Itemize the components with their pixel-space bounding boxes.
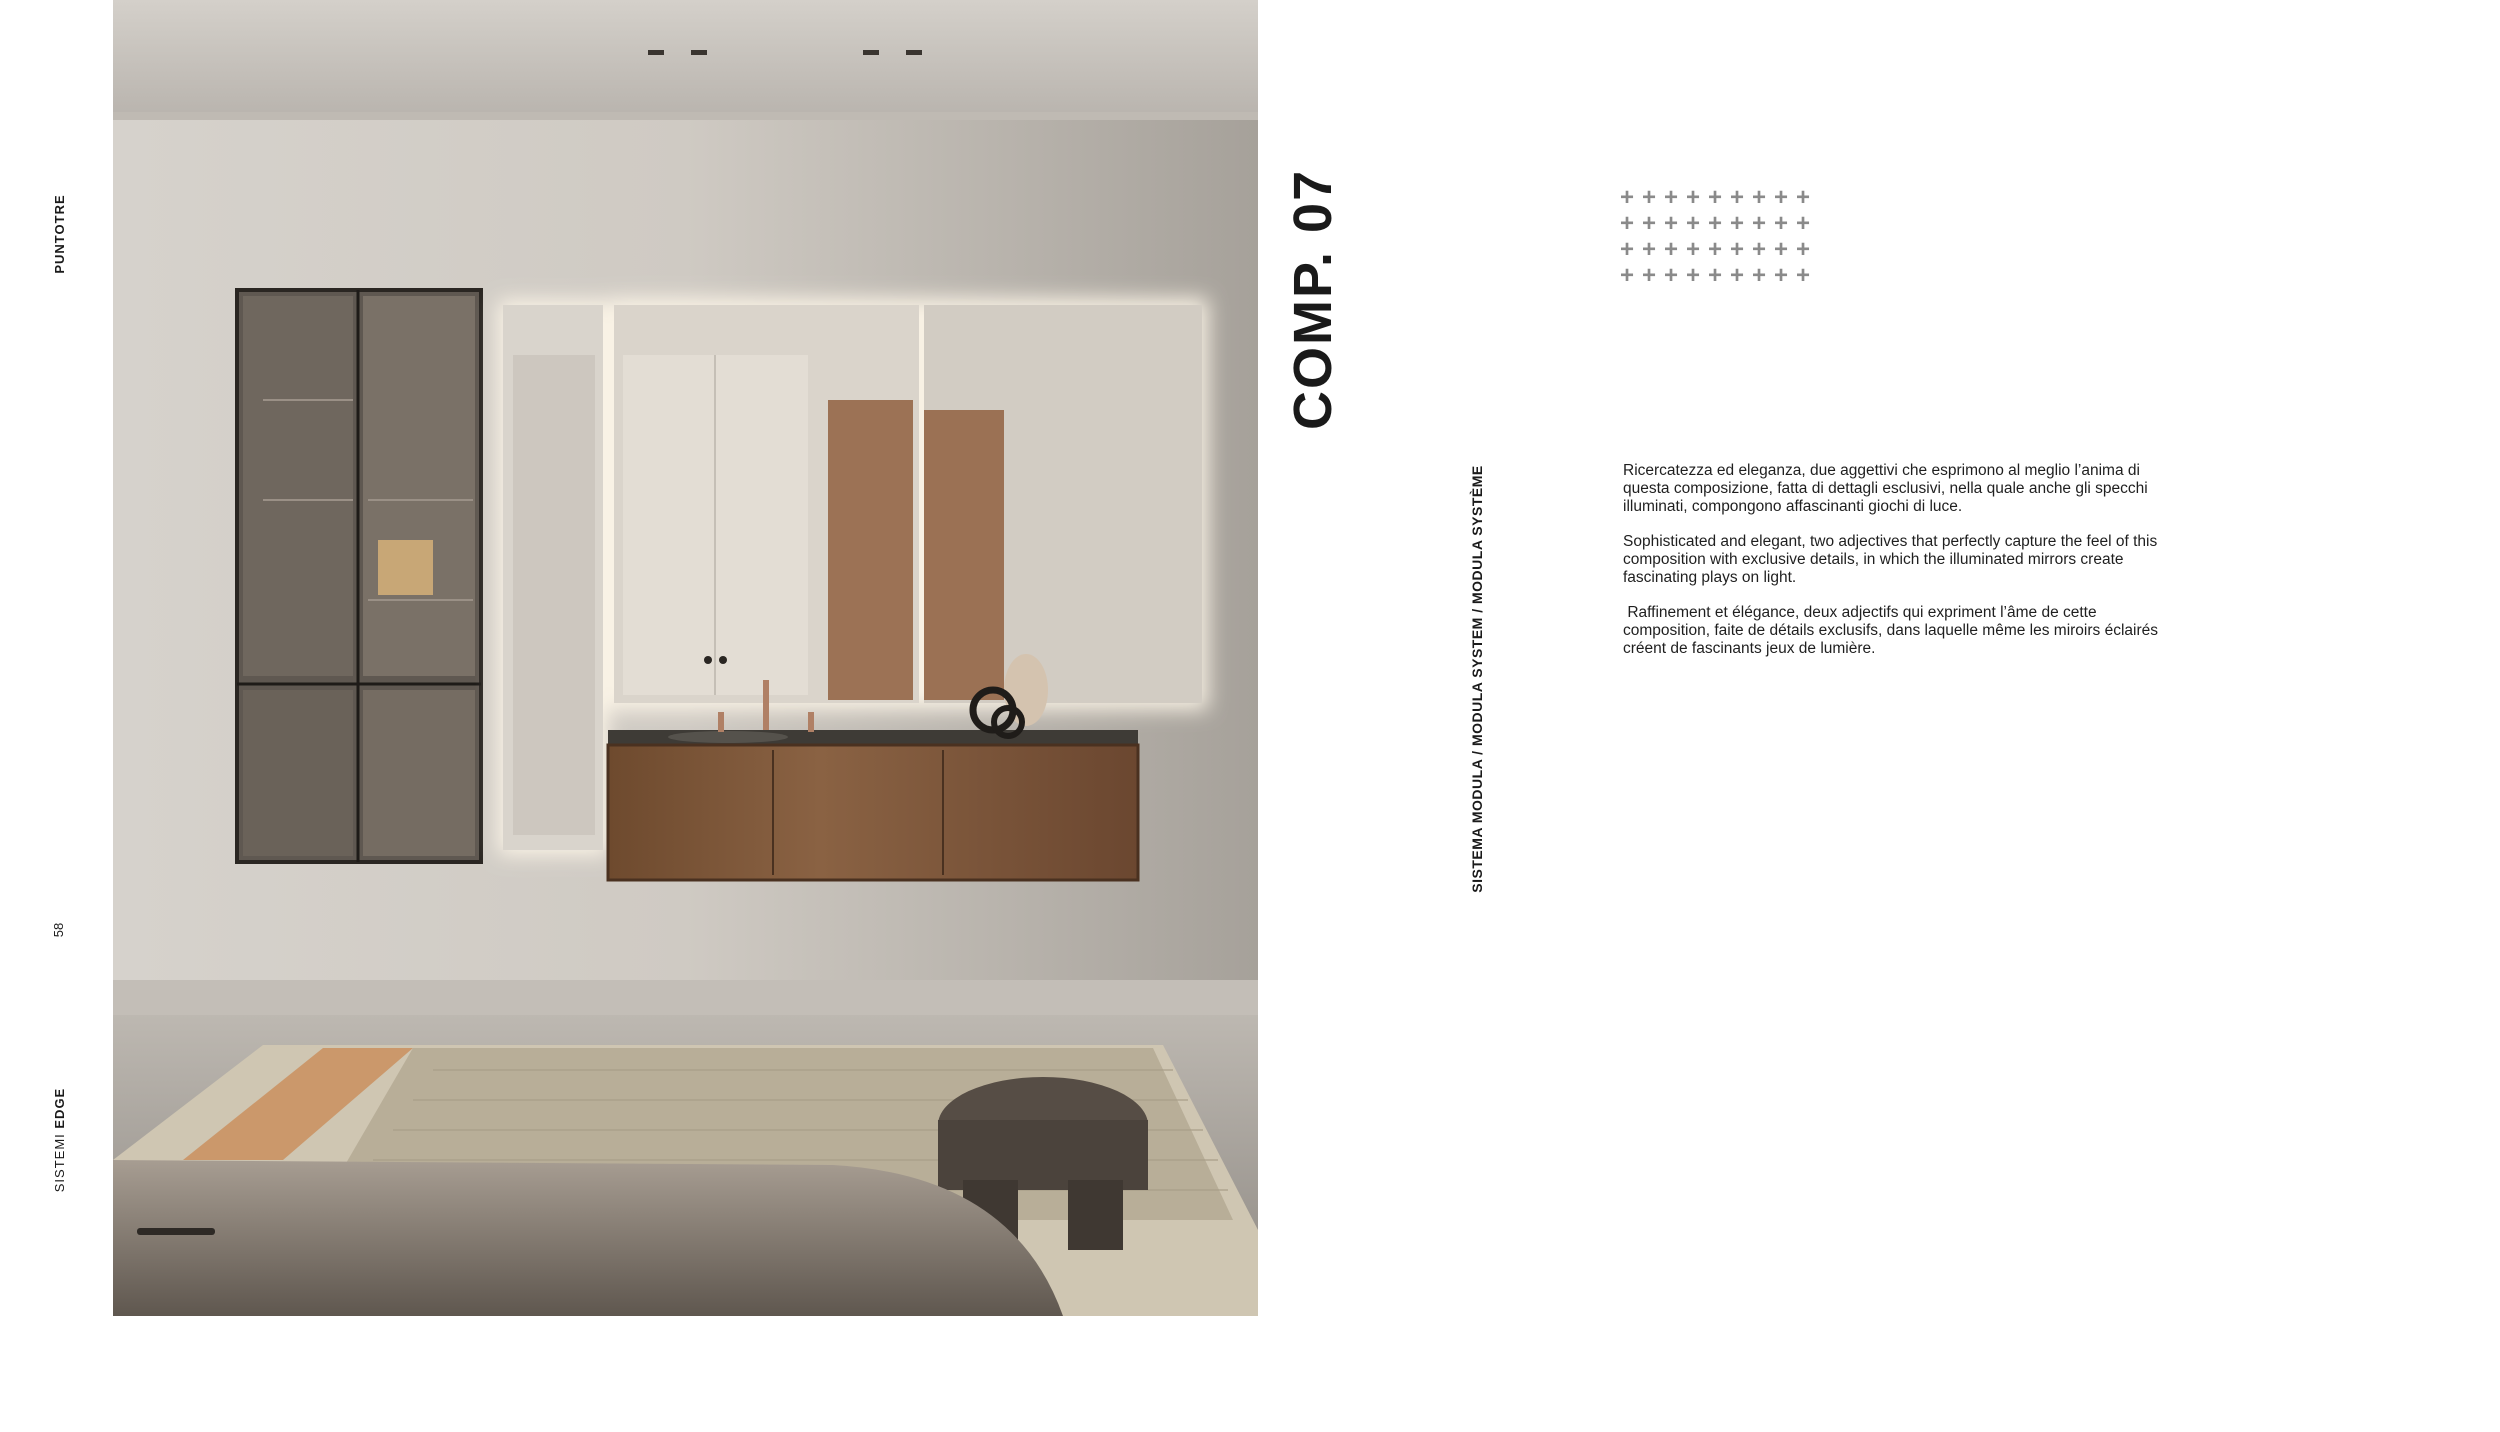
plus-icon: +	[1729, 184, 1744, 211]
description-italian: Ricercatezza ed eleganza, due aggettivi che esprimono al meglio l’anima di questa composizione, fatta di dettagli esclusivi, nella quale anche gli specchi illuminati, compongono affascinanti giochi di luce.	[1623, 462, 2148, 515]
plus-icon: +	[1663, 262, 1678, 289]
description-block	[1623, 462, 2183, 675]
plus-icon: +	[1795, 262, 1810, 289]
plus-icon: +	[1685, 236, 1700, 263]
plus-icon: +	[1707, 236, 1722, 263]
plus-icon: +	[1641, 262, 1656, 289]
bathroom-photo	[113, 0, 1258, 1316]
series-label	[50, 1078, 70, 1202]
plus-icon: +	[1663, 236, 1678, 263]
series-prefix: SISTEMI	[52, 1133, 67, 1193]
plus-icon: +	[1641, 210, 1656, 237]
brand-name: PUNTOTRE	[52, 194, 67, 274]
plus-icon: +	[1663, 210, 1678, 237]
plus-icon: +	[1619, 236, 1634, 263]
plus-icon: +	[1751, 236, 1766, 263]
plus-icon: +	[1707, 184, 1722, 211]
plus-icon: +	[1707, 262, 1722, 289]
series-name: EDGE	[52, 1087, 67, 1129]
description-english: Sophisticated and elegant, two adjectives that perfectly capture the feel of this composition with exclusive details, in which the illuminated mirrors create fascinating plays on light.	[1623, 533, 2158, 586]
composition-title: COMP. 07	[1283, 168, 1343, 430]
plus-icon: +	[1773, 236, 1788, 263]
system-subtitle: SISTEMA MODULA / MODULA SYSTEM / MODULA SYSTÈME	[1469, 465, 1485, 893]
plus-icon: +	[1729, 210, 1744, 237]
plus-icon: +	[1729, 236, 1744, 263]
description-french: Raffinement et élégance, deux adjectifs qui expriment l’âme de cette composition, faite de détails exclusifs, dans laquelle même les miroirs éclairés créent de fascinants jeux de lumière.	[1623, 604, 2163, 657]
page-number: 58	[51, 922, 66, 938]
plus-icon: +	[1641, 184, 1656, 211]
plus-icon: +	[1795, 210, 1810, 237]
plus-icon: +	[1773, 184, 1788, 211]
plus-icon: +	[1729, 262, 1744, 289]
plus-icon: +	[1619, 210, 1634, 237]
plus-pattern-icon	[1616, 186, 1816, 288]
plus-icon: +	[1663, 184, 1678, 211]
plus-icon: +	[1773, 210, 1788, 237]
plus-icon: +	[1751, 184, 1766, 211]
plus-icon: +	[1751, 210, 1766, 237]
plus-icon: +	[1619, 262, 1634, 289]
plus-icon: +	[1773, 262, 1788, 289]
plus-icon: +	[1685, 262, 1700, 289]
plus-icon: +	[1795, 184, 1810, 211]
plus-icon: +	[1685, 184, 1700, 211]
plus-icon: +	[1641, 236, 1656, 263]
plus-icon: +	[1685, 210, 1700, 237]
plus-icon: +	[1795, 236, 1810, 263]
plus-icon: +	[1707, 210, 1722, 237]
plus-icon: +	[1751, 262, 1766, 289]
plus-icon: +	[1619, 184, 1634, 211]
